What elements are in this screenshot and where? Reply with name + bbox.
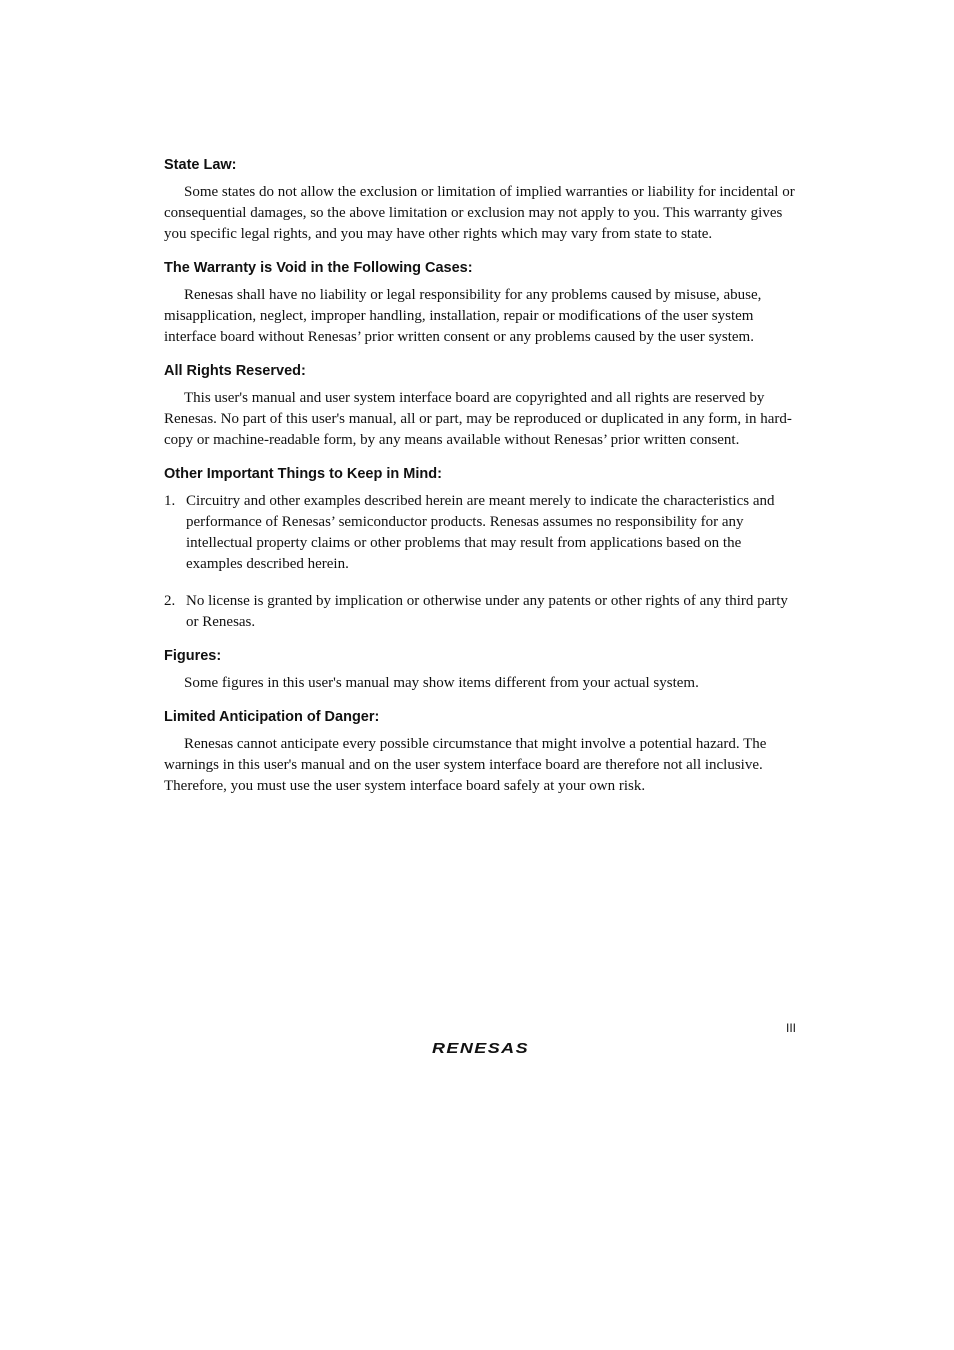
section-heading: Figures: bbox=[164, 648, 222, 664]
section-body: Some figures in this user's manual may show items different from your actual system. bbox=[184, 675, 699, 691]
logo-text: RENESAS bbox=[432, 1040, 529, 1056]
list-item bbox=[164, 491, 798, 575]
section-all-rights-reserved bbox=[164, 361, 798, 451]
list-item-number: 1. bbox=[164, 493, 176, 509]
section-heading: Limited Anticipation of Danger: bbox=[164, 709, 380, 725]
section-heading: All Rights Reserved: bbox=[164, 363, 306, 379]
section-heading: Other Important Things to Keep in Mind: bbox=[164, 466, 442, 482]
section-heading: State Law: bbox=[164, 157, 237, 173]
section-important-things bbox=[164, 464, 798, 633]
list-item-number: 2. bbox=[164, 593, 176, 609]
renesas-logo bbox=[432, 1038, 530, 1056]
list-item bbox=[164, 591, 798, 633]
section-state-law bbox=[164, 155, 798, 245]
section-figures bbox=[164, 646, 798, 694]
list-item-text: No license is granted by implication or otherwise under any patents or other rights of any third party or Renesas. bbox=[186, 593, 788, 630]
section-limited-anticipation bbox=[164, 707, 798, 797]
section-body: Renesas cannot anticipate every possible circumstance that might involve a potential hazard. The warnings in this user's manual and on the user system interface board are therefore not all inclusive. Therefore, you must use the user system interface board safely at your own risk. bbox=[164, 736, 767, 794]
list-item-text: Circuitry and other examples described herein are meant merely to indicate the characteristics and performance of Renesas’ semiconductor products. Renesas assumes no responsibility for any intellectual property claims or other problems that may result from applications based on the examples described herein. bbox=[186, 493, 775, 572]
section-body: Renesas shall have no liability or legal responsibility for any problems caused by misuse, abuse, misapplication, neglect, improper handling, installation, repair or modifications of the user system interface board without Renesas’ prior written consent or any problems caused by the user system. bbox=[164, 287, 762, 345]
page-content bbox=[164, 155, 798, 810]
section-body: This user's manual and user system interface board are copyrighted and all rights are reserved by Renesas. No part of this user's manual, all or part, may be reproduced or duplicated in any form, in hard-copy or machine-readable form, by any means available without Renesas’ prior written consent. bbox=[164, 390, 792, 448]
section-body: Some states do not allow the exclusion or limitation of implied warranties or liability for incidental or consequential damages, so the above limitation or exclusion may not apply to you. This warranty gives you specific legal rights, and you may have other rights which may vary from state to state. bbox=[164, 184, 795, 242]
page-number: III bbox=[786, 1021, 797, 1035]
section-warranty-void bbox=[164, 258, 798, 348]
section-heading: The Warranty is Void in the Following Cases: bbox=[164, 260, 473, 276]
numbered-list bbox=[164, 491, 798, 633]
